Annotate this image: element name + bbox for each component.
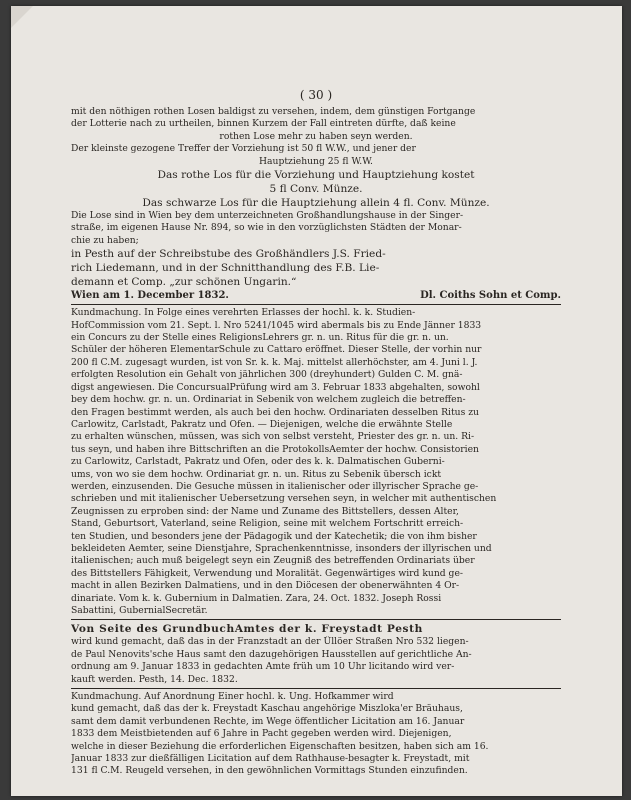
text-line: der Lotterie nach zu urtheilen, binnen Kurzem der Fall eintreten dürfte, daß keine — [71, 118, 456, 130]
text-line: Das schwarze Los für die Hauptziehung allein 4 fl. Conv. Münze. — [142, 197, 490, 210]
text-line: mit den nöthigen rothen Losen baldigst zu versehen, indem, dem günstigen Fortgange — [71, 106, 476, 117]
text-line: wird kund gemacht, daß das in der Franzstadt an der Üllöer Straßen Nro 532 liegen- — [71, 636, 469, 648]
brewery-lease-notice — [71, 691, 561, 778]
section-divider — [71, 304, 561, 305]
property-auction-notice — [71, 622, 561, 686]
text-line: demann et Comp. „zur schönen Ungarin.“ — [71, 276, 297, 289]
text-line: Die Lose sind in Wien bey dem unterzeichneten Großhandlungshause in der Singer- — [71, 210, 464, 222]
text-line: Kundmachung. In Folge eines verehrten Erlasses der hochl. k. k. Studien- — [71, 307, 416, 319]
text-line: zu erhalten wünschen, müssen, was sich von selbst versteht, Priester des gr. n. un. Ri- — [71, 431, 475, 443]
lot-sales-info — [71, 196, 561, 289]
text-line: Kundmachung. Auf Anordnung Einer hochl. k. Ung. Hofkammer wird — [71, 691, 394, 703]
text-line: HofCommission vom 21. Sept. l. Nro 5241/1045 wird abermals bis zu Ende Jänner 1833 — [71, 319, 482, 331]
text-line: werden, einzusenden. Die Gesuche müssen in italienischer oder illyrischer Sprache ge- — [71, 480, 479, 492]
text-line: Der kleinste gezogene Treffer der Vorziehung ist 50 fl W.W., und jener der — [71, 143, 416, 155]
text-line: rothen Lose mehr zu haben seyn werden. — [219, 130, 413, 142]
text-line: erfolgten Resolution ein Gehalt von jährlichen 300 (dreyhundert) Gulden C. M. gnä- — [71, 369, 463, 381]
page-number: ( 30 ) — [299, 88, 333, 102]
text-line: 200 fl C.M. zugesagt wurden, ist von Sr. k. k. Maj. mittelst allerhöchster, am 4. Juni l. J. — [71, 356, 478, 368]
text-line: chie zu haben; — [71, 234, 139, 246]
text-line: straße, im eigenen Hause Nr. 894, so wie in den vorzüglichsten Städten der Monar- — [71, 222, 462, 234]
text-line: kund gemacht, daß das der k. Freystadt Kaschau angehörige Miszloka'er Bräuhaus, — [71, 703, 463, 715]
text-line: Sabattini, GubernialSecretär. — [71, 605, 208, 616]
text-line: den Fragen bestimmt werden, als auch bei den hochw. Ordinariaten desselben Ritus zu — [71, 406, 479, 418]
text-line: zu Carlowitz, Carlstadt, Pakratz und Ofen, oder des k. k. Dalmatischen Guberni- — [71, 456, 445, 468]
text-line: ten Studien, und besonders jene der Pädagogik und der Katechetik; die von ihm bisher — [71, 530, 477, 542]
signature-firm: Dl. Coiths Sohn et Comp. — [420, 290, 561, 302]
text-line: schrieben und mit italienischer Uebersetzung versehen seyn, in welcher mit authentischen — [71, 493, 497, 505]
text-line: 131 fl C.M. Reugeld versehen, in den gewöhnlichen Vormittags Stunden einzufinden. — [71, 765, 468, 777]
text-line: bekleideten Aemter, seine Dienstjahre, Sprachenkenntnisse, insonders der illyrischen und — [71, 542, 492, 554]
text-line: kauft werden. Pesth, 14. Dec. 1832. — [71, 673, 238, 685]
text-line: Von Seite des GrundbuchAmtes der k. Freystadt Pesth — [71, 623, 423, 636]
text-line: Carlowitz, Carlstadt, Pakratz und Ofen. — Diejenigen, welche die erwähnte Stelle — [71, 418, 453, 430]
text-line: tus seyn, und haben ihre Bittschriften an die ProtokollsAemter der hochw. Consistorien — [71, 443, 479, 455]
text-line: samt dem damit verbundenen Rechte, im Wege öffentlicher Licitation am 16. Januar — [71, 715, 465, 727]
text-line: rich Liedemann, und in der Schnitthandlung des F.B. Lie- — [71, 262, 380, 275]
signature-line — [71, 289, 561, 302]
text-line: Hauptziehung 25 fl W.W. — [259, 155, 373, 167]
text-line: ein Concurs zu der Stelle eines ReligionsLehrers gr. n. un. Ritus für die gr. n. un. — [71, 332, 449, 344]
text-line: in Pesth auf der Schreibstube des Großhändlers J.S. Fried- — [71, 248, 386, 261]
section-divider — [71, 688, 561, 689]
text-line: digst angewiesen. Die ConcursualPrüfung wird am 3. Februar 1833 abgehalten, sowohl — [71, 381, 480, 393]
smallest-prize-notice — [71, 143, 561, 168]
text-line: dinariate. Vom k. k. Gubernium in Dalmatien. Zara, 24. Oct. 1832. Joseph Rossi — [71, 592, 442, 604]
text-line: 5 fl Conv. Münze. — [269, 183, 363, 196]
text-line: Januar 1833 zur dießfälligen Licitation auf dem Rathhause-besagter k. Freystadt, mit — [71, 753, 470, 765]
red-lot-price — [71, 168, 561, 196]
section-divider — [71, 619, 561, 620]
text-line: de Paul Nenovits'sche Haus samt den dazugehörigen Hausstellen auf gerichtliche An- — [71, 648, 472, 660]
text-line: Schüler der höheren ElementarSchule zu Cattaro eröffnet. Dieser Stelle, der vorhin nur — [71, 344, 482, 356]
text-line: ordnung am 9. Januar 1833 in gedachten Amte früh um 10 Uhr licitando wird ver- — [71, 661, 455, 673]
lottery-notice-intro — [71, 106, 561, 143]
text-line: bey dem hochw. gr. n. un. Ordinariat in Sebenik von welchem zugleich die betreffen- — [71, 394, 466, 406]
text-line: Zeugnissen zu erproben sind: der Name und Zuname des Bittstellers, dessen Alter, — [71, 505, 459, 517]
concurs-announcement — [71, 307, 561, 617]
page-content — [71, 88, 561, 778]
text-line: italienischen; auch muß beigelegt seyn ein Zeugniß des betreffenden Ordinariats über — [71, 555, 475, 567]
text-line: macht in allen Bezirken Dalmatiens, und in den Diöcesen der obenerwähnten 4 Or- — [71, 580, 460, 592]
text-line: des Bittstellers Fähigkeit, Verwendung und Moralität. Gegenwärtiges wird kund ge- — [71, 567, 463, 579]
text-line: ums, von wo sie dem hochw. Ordinariat gr. n. un. Ritus zu Sebenik übersch ickt — [71, 468, 442, 480]
text-line: 1833 dem Meistbietenden auf 6 Jahre in Pacht gegeben werden wird. Diejenigen, — [71, 728, 452, 740]
text-line: Stand, Geburtsort, Vaterland, seine Religion, seine mit welchem Fortschritt erreich- — [71, 518, 464, 530]
folded-corner — [11, 6, 33, 28]
signature-place-date: Wien am 1. December 1832. — [71, 290, 229, 302]
text-line: Das rothe Los für die Vorziehung und Hauptziehung kostet — [157, 169, 475, 182]
text-line: welche in dieser Beziehung die erforderlichen Eigenschaften besitzen, haben sich am 16. — [71, 740, 489, 752]
paper-sheet — [11, 6, 622, 796]
